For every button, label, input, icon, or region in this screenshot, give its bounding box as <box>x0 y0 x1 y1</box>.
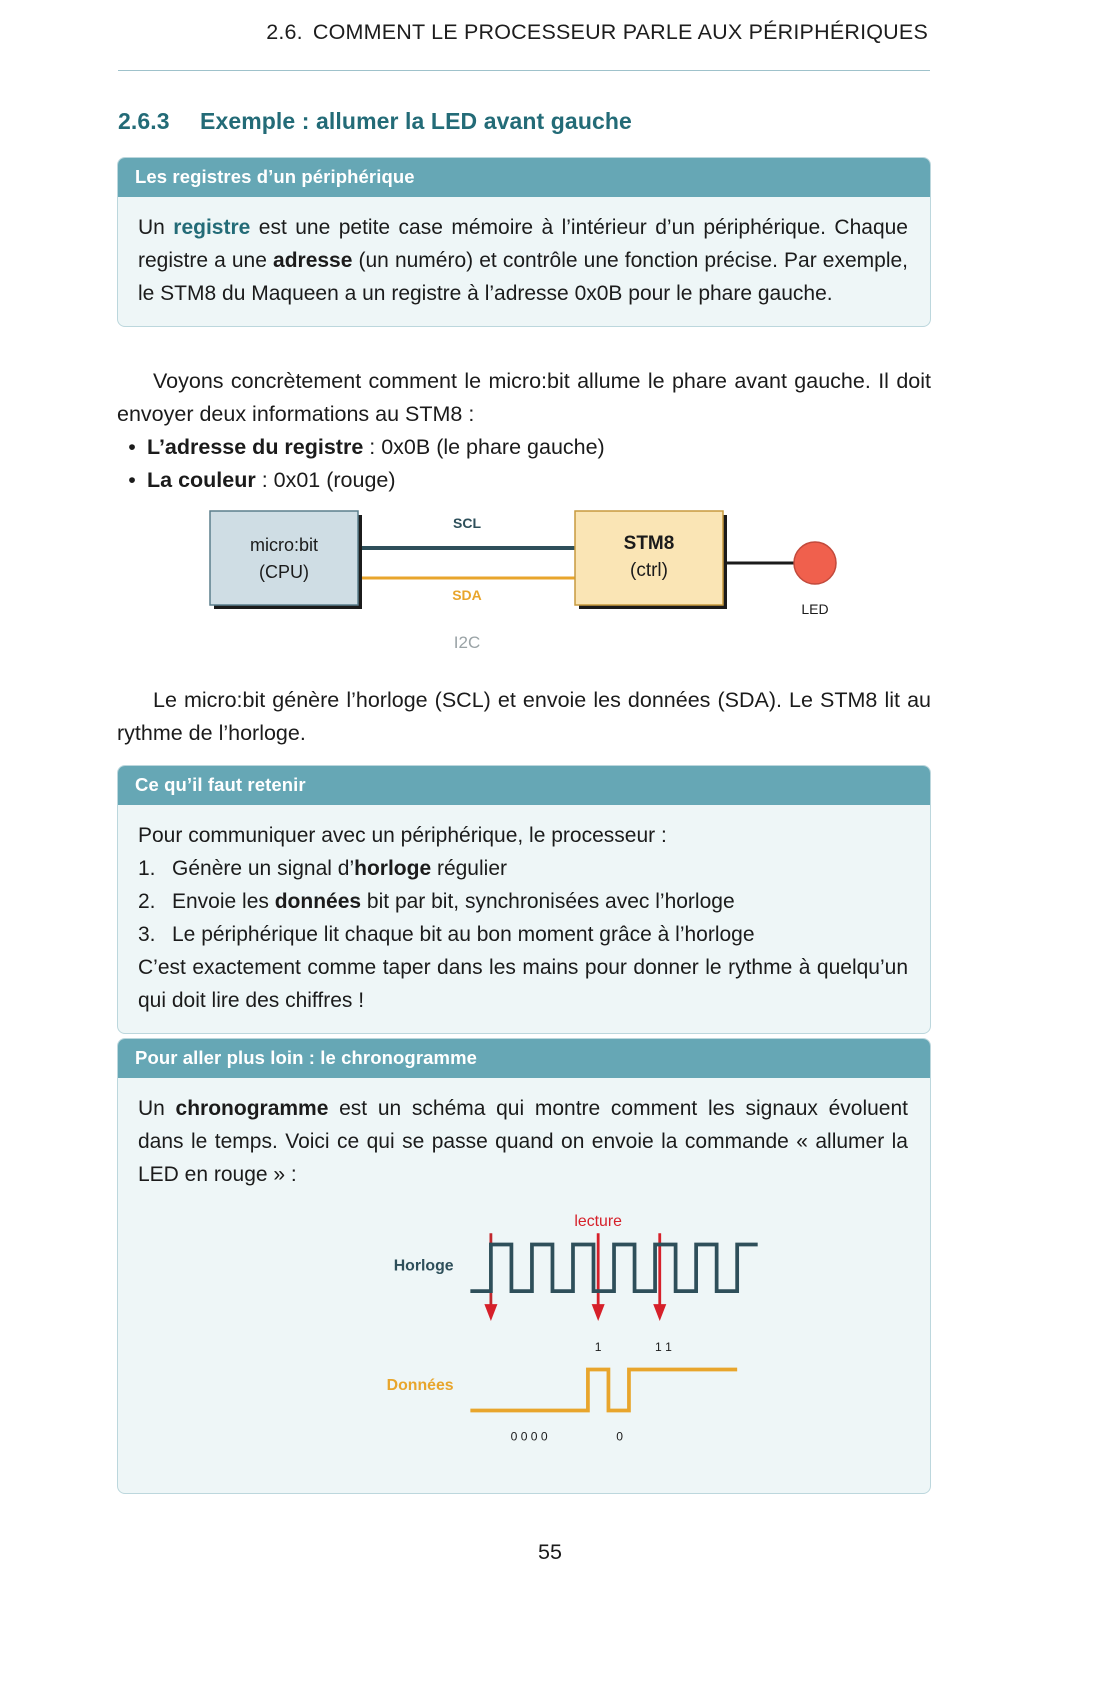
chrono-text-2: est un schéma qui montre comment les signaux évoluent dans le temps. Voici ce qui se passe quand on envoie la commande « allumer la LED en rouge » : <box>138 1097 908 1186</box>
running-header <box>118 20 928 45</box>
horloge-label: Horloge <box>393 1257 454 1275</box>
retenir-item-1-b: régulier <box>431 857 507 880</box>
retenir-item-3-number: 3. <box>138 923 156 946</box>
retenir-item-1-bold: horloge <box>354 857 432 880</box>
data-waveform <box>470 1369 737 1410</box>
callout-retenir <box>117 765 931 1034</box>
paragraph-voyons-text: Voyons concrètement comment le micro:bit allume le phare avant gauche. Il doit envoyer deux informations au STM8 : <box>117 369 931 426</box>
retenir-item-2-number: 2. <box>138 890 156 913</box>
paragraph-horloge-text: Le micro:bit génère l’horloge (SCL) et envoie les données (SDA). Le STM8 lit au rythme de l’horloge. <box>117 688 931 745</box>
retenir-item-1-number: 1. <box>138 857 156 880</box>
callout-registres-title: Les registres d’un périphérique <box>118 158 930 197</box>
callout-chronogramme-title: Pour aller plus loin : le chronogramme <box>118 1039 930 1078</box>
led-circle <box>794 542 836 584</box>
arrow-head-2 <box>592 1304 605 1321</box>
bullet-icon: • <box>128 468 136 492</box>
bit-label-top-2: 1 1 <box>655 1339 672 1354</box>
i2c-diagram <box>117 500 931 668</box>
page-title <box>118 108 930 135</box>
ctrl-label-line1: STM8 <box>623 533 675 554</box>
bullet-icon: • <box>128 435 136 459</box>
annotation-lecture: lecture <box>574 1212 622 1230</box>
header-section-title: COMMENT LE PROCESSEUR PARLE AUX PÉRIPHÉRIQUES <box>312 20 928 44</box>
bullet-0-rest: : 0x0B (le phare gauche) <box>363 435 605 459</box>
chronogram-figure-wrap <box>138 1209 908 1477</box>
i2c-diagram-svg <box>117 500 931 668</box>
header-section-number: 2.6. <box>266 20 303 44</box>
bullet-0-bold: L’adresse du registre <box>147 435 364 459</box>
cpu-label-line1: micro:bit <box>249 535 319 555</box>
chrono-text-1: Un <box>138 1097 176 1120</box>
list-item <box>117 464 931 497</box>
retenir-intro: Pour communiquer avec un périphérique, le processeur : <box>138 824 667 847</box>
sda-label: SDA <box>452 587 482 603</box>
chronogram-svg <box>138 1209 931 1459</box>
arrow-head-1 <box>484 1304 497 1321</box>
header-rule <box>118 70 930 71</box>
bullet-1-bold: La couleur <box>147 468 256 492</box>
i2c-bus-label: I2C <box>453 633 481 652</box>
retenir-item-1 <box>138 852 908 885</box>
retenir-item-2 <box>138 885 908 918</box>
list-item <box>117 431 931 464</box>
registres-accent: registre <box>173 216 251 239</box>
paragraph-voyons <box>117 365 931 431</box>
arrow-head-3 <box>653 1304 666 1321</box>
registres-text-2: est une petite case mémoire à l’intérieur d’un périphérique. Chaque registre a une <box>138 216 908 272</box>
callout-chronogramme-body <box>118 1078 930 1493</box>
registres-text-3: (un numéro) et contrôle une fonction précise. Par exemple, le STM8 du Maqueen a un registre à l’adresse 0x0B pour le phare gauche. <box>138 249 908 305</box>
retenir-item-2-b: bit par bit, synchronisées avec l’horloge <box>361 890 735 913</box>
ctrl-label-line2: (ctrl) <box>630 560 668 581</box>
scl-label: SCL <box>453 515 481 531</box>
retenir-item-3 <box>138 918 908 951</box>
callout-retenir-body <box>118 805 930 1033</box>
bit-label-bottom-1: 0 0 0 0 <box>510 1429 548 1444</box>
retenir-item-2-bold: données <box>274 890 362 913</box>
registres-text-1: Un <box>138 216 174 239</box>
callout-registres <box>117 157 931 327</box>
retenir-item-3-a: Le périphérique lit chaque bit au bon moment grâce à l’horloge <box>172 923 755 946</box>
cpu-label-line2: (CPU) <box>259 562 309 582</box>
bit-label-bottom-2: 0 <box>616 1429 624 1444</box>
retenir-item-2-a: Envoie les <box>172 890 275 913</box>
callout-chronogramme <box>117 1038 931 1494</box>
subsection-number: 2.6.3 <box>118 108 170 134</box>
callout-retenir-title: Ce qu’il faut retenir <box>118 766 930 805</box>
retenir-item-1-a: Génère un signal d’ <box>172 857 355 880</box>
registres-bold: adresse <box>273 249 353 272</box>
led-label: LED <box>801 601 829 617</box>
retenir-outro: C’est exactement comme taper dans les mains pour donner le rythme à quelqu’un qui doit lire des chiffres ! <box>138 956 908 1012</box>
paragraph-horloge <box>117 684 931 750</box>
ctrl-box <box>575 511 723 605</box>
subsection-title: Exemple : allumer la LED avant gauche <box>200 108 632 134</box>
bit-label-top-1: 1 <box>594 1339 602 1354</box>
donnees-label: Données <box>386 1376 454 1394</box>
page-number: 55 <box>538 1540 562 1564</box>
cpu-box <box>210 511 358 605</box>
bullet-list <box>117 431 931 497</box>
clock-waveform <box>470 1244 757 1291</box>
bullet-1-rest: : 0x01 (rouge) <box>255 468 396 492</box>
chrono-bold: chronogramme <box>175 1097 329 1120</box>
callout-registres-body <box>118 197 930 326</box>
